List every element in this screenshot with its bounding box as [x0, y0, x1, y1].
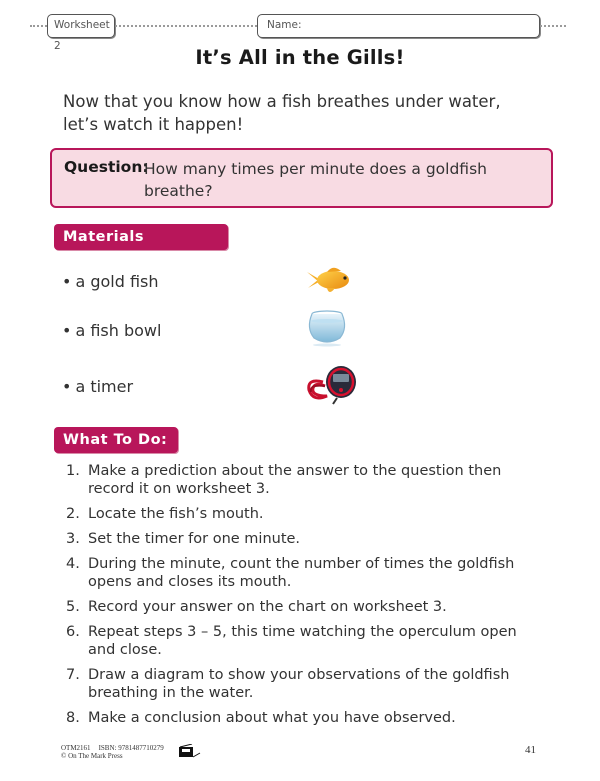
step-number: 6.	[66, 624, 80, 640]
question-line: How many times per minute does a goldfish	[144, 160, 487, 178]
step-number: 7.	[66, 667, 80, 683]
intro-paragraph	[63, 90, 543, 136]
step-text: Make a prediction about the answer to the question then	[88, 463, 502, 479]
product-code: OTM2161	[61, 744, 91, 752]
step-item	[62, 462, 532, 498]
step-text: During the minute, count the number of times the goldfish	[88, 556, 515, 572]
material-label: a timer	[75, 377, 134, 396]
name-field[interactable]: Name:	[257, 14, 540, 38]
step-text: record it on worksheet 3.	[88, 481, 270, 497]
footer-credits	[61, 744, 164, 760]
step-item	[62, 623, 532, 659]
worksheet-header	[30, 14, 570, 52]
question-label: Question:	[64, 158, 149, 176]
question-text	[144, 158, 544, 202]
publisher-logo-icon	[178, 744, 202, 758]
question-box	[50, 148, 553, 208]
step-number: 4.	[66, 556, 80, 572]
materials-heading: Materials Needed:	[54, 224, 228, 250]
bullet: •	[62, 272, 72, 291]
dotted-divider	[30, 25, 47, 27]
step-number: 5.	[66, 599, 80, 615]
step-number: 2.	[66, 506, 80, 522]
step-item	[62, 666, 532, 702]
stopwatch-icon	[303, 362, 361, 406]
bullet: •	[62, 377, 72, 396]
page-title: It’s All in the Gills!	[195, 46, 405, 69]
step-item	[62, 598, 532, 616]
step-text: opens and closes its mouth.	[88, 574, 292, 590]
copyright: © On The Mark Press	[61, 752, 123, 760]
step-number: 3.	[66, 531, 80, 547]
step-text: Locate the fish’s mouth.	[88, 506, 264, 522]
what-to-do-heading: What To Do:	[54, 427, 178, 453]
material-item	[62, 321, 161, 340]
question-line: breathe?	[144, 182, 213, 200]
step-number: 8.	[66, 710, 80, 726]
fish-bowl-icon	[304, 308, 350, 348]
steps-list	[62, 462, 532, 734]
material-item	[62, 272, 159, 291]
page-number: 41	[525, 744, 536, 756]
step-text: and close.	[88, 642, 162, 658]
material-label: a fish bowl	[75, 321, 162, 340]
step-item	[62, 555, 532, 591]
step-item	[62, 709, 532, 727]
step-text: Draw a diagram to show your observations of the goldfish	[88, 667, 510, 683]
step-number: 1.	[66, 463, 80, 479]
step-text: Repeat steps 3 – 5, this time watching the operculum open	[88, 624, 517, 640]
step-text: Record your answer on the chart on worksheet 3.	[88, 599, 447, 615]
step-text: breathing in the water.	[88, 685, 254, 701]
goldfish-icon	[305, 262, 355, 300]
dotted-divider	[115, 25, 257, 27]
step-text: Make a conclusion about what you have observed.	[88, 710, 456, 726]
material-item	[62, 377, 133, 396]
worksheet-label: Worksheet 2	[47, 14, 115, 38]
step-item	[62, 505, 532, 523]
bullet: •	[62, 321, 72, 340]
intro-line: Now that you know how a fish breathes under water,	[63, 92, 501, 111]
step-item	[62, 530, 532, 548]
material-label: a gold fish	[75, 272, 159, 291]
intro-line: let’s watch it happen!	[63, 115, 244, 134]
isbn: ISBN: 9781487710279	[98, 744, 164, 752]
step-text: Set the timer for one minute.	[88, 531, 301, 547]
dotted-divider	[540, 25, 566, 27]
